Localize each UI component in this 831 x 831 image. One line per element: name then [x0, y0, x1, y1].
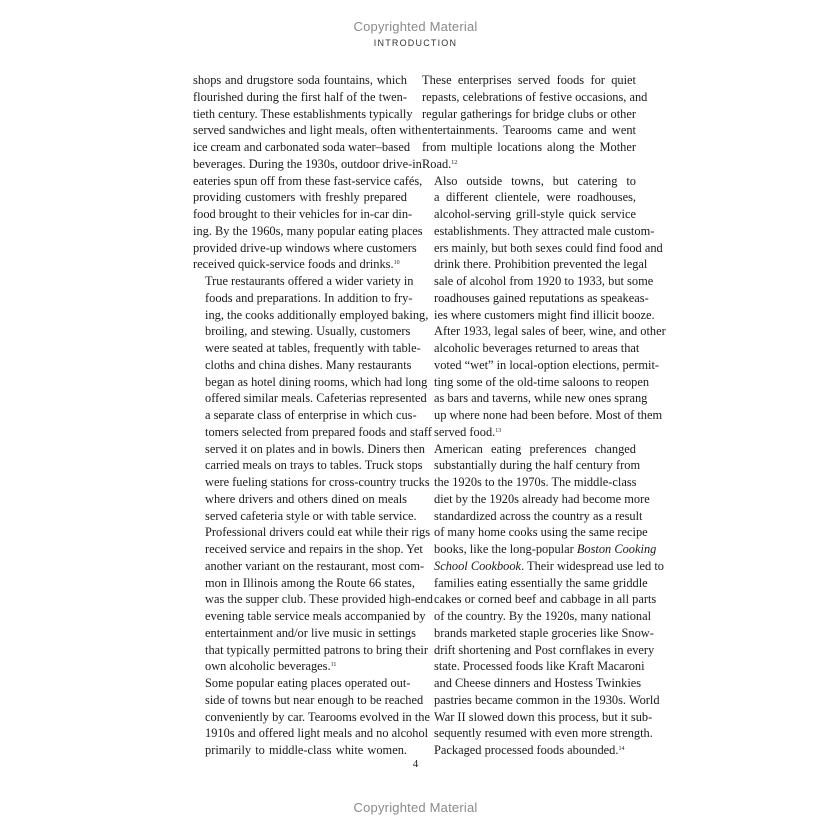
text-line: Some popular eating places operated out- — [205, 676, 411, 690]
text-line: that typically permitted patrons to bring their — [205, 642, 428, 657]
text-line: served sandwiches and light meals, often with — [193, 123, 422, 138]
paragraph — [422, 72, 648, 173]
text-line: entertainment and/or live music in settings — [205, 625, 416, 640]
paragraph — [193, 675, 430, 759]
text-line: cloths and china dishes. Many restaurants — [205, 357, 412, 372]
text-line: state. Processed foods like Kraft Macaroni — [434, 659, 645, 674]
text-line: brands marketed staple groceries like Snow- — [434, 625, 654, 640]
text-line: voted “wet” in local-option elections, permit- — [434, 357, 660, 372]
text-line: food brought to their vehicles for in-car din- — [193, 207, 413, 221]
text-line: broiling, and stewing. Usually, customers — [205, 324, 411, 339]
text-line: substantially during the half century from — [434, 458, 641, 473]
text-line: a different clientele, were roadhouses, — [434, 190, 636, 205]
text-line: American eating preferences changed — [434, 441, 636, 456]
text-line: families eating essentially the same griddle — [434, 575, 648, 590]
text-line: evening table service meals accompanied by — [205, 609, 426, 623]
text-line: were seated at tables, frequently with table- — [205, 341, 421, 355]
text-line: diet by the 1920s already had become more — [434, 491, 650, 506]
text-line: offered similar meals. Cafeterias represented — [205, 391, 427, 406]
text-line: were fueling stations for cross-country trucks — [205, 475, 430, 489]
text-line: mon in Illinois among the Route 66 states, — [205, 575, 415, 590]
footnote-marker[interactable]: 14 — [618, 746, 625, 752]
text-line: cakes or corned beef and cabbage in all parts — [434, 592, 657, 607]
text-line: repasts, celebrations of festive occasions, and — [422, 89, 648, 104]
text-line: These enterprises served foods for quiet — [422, 73, 636, 87]
text-line: alcoholic beverages returned to areas that — [434, 341, 640, 355]
text-line: regular gatherings for bridge clubs or other — [422, 106, 636, 121]
text-line: a separate class of enterprise in which cus- — [205, 408, 417, 422]
text-line: ing. By the 1960s, many popular eating places — [193, 223, 423, 238]
text-line: up where none had been before. Most of them — [434, 408, 663, 422]
copyright-watermark-top: Copyrighted Material — [353, 19, 478, 34]
text-line: War II slowed down this process, but it sub- — [434, 709, 653, 724]
paragraph — [193, 72, 423, 273]
text-line: the 1920s to the 1970s. The middle-class — [434, 475, 637, 489]
text-line: ing, the cooks additionally employed baking, — [205, 307, 429, 322]
text-line: shops and drugstore soda fountains, which — [193, 73, 407, 87]
text-line: received service and repairs in the shop. Yet — [205, 542, 423, 556]
text-line: served cafeteria style or with table service. — [205, 508, 417, 523]
text-line: sale of alcohol from 1920 to 1933, but some — [434, 274, 654, 288]
copyright-watermark-bottom: Copyrighted Material — [353, 800, 478, 815]
paragraph — [422, 441, 664, 759]
text-column-right — [422, 72, 666, 759]
text-line: True restaurants offered a wider variety in — [205, 274, 414, 288]
text-line: conveniently by car. Tearooms evolved in the — [205, 709, 430, 724]
paragraph — [422, 173, 666, 441]
text-line: and Cheese dinners and Hostess Twinkies — [434, 676, 642, 690]
text-line: began as hotel dining rooms, which had long — [205, 374, 428, 389]
text-line: sequently resumed with even more strength. — [434, 726, 653, 741]
text-line: served food.$^{13}$ — [434, 424, 502, 439]
text-line: After 1933, legal sales of beer, wine, and other — [434, 324, 666, 339]
footnote-marker[interactable]: 11 — [330, 662, 337, 669]
text-line: entertainments. Tearooms came and went — [422, 123, 636, 138]
text-line: ers mainly, but both sexes could find food and — [434, 240, 663, 255]
text-line: standardized across the country as a result — [434, 508, 643, 523]
text-line: primarily to middle-class white women. — [205, 743, 407, 757]
text-line: Packaged processed foods abounded.$^{14}$ — [434, 743, 625, 757]
text-line: flourished during the first half of the twen- — [193, 89, 407, 104]
text-line: School Cookbook. Their widespread use led to — [434, 558, 664, 573]
text-line: pastries became common in the 1930s. World — [434, 692, 660, 707]
text-line: was the supper club. These provided high-end — [205, 592, 433, 607]
text-line: alcohol-serving grill-style quick service — [434, 207, 636, 221]
text-line: another variant on the restaurant, most com- — [205, 558, 425, 573]
text-line: drink there. Prohibition prevented the legal — [434, 257, 648, 272]
text-line: from multiple locations along the Mother — [422, 140, 636, 154]
text-line: tomers selected from prepared foods and staff — [205, 424, 432, 439]
text-line: foods and preparations. In addition to fry- — [205, 290, 413, 305]
text-line: tieth century. These establishments typically — [193, 106, 413, 121]
paragraph — [193, 273, 433, 675]
text-line: where drivers and others dined on meals — [205, 491, 407, 506]
running-head: INTRODUCTION — [373, 38, 458, 48]
italic-title: Boston Cooking — [576, 542, 657, 556]
text-line: establishments. They attracted male custom- — [434, 223, 655, 238]
text-line: beverages. During the 1930s, outdoor drive-in — [193, 156, 422, 171]
text-line: received quick-service foods and drinks.$^{10}$ — [193, 257, 400, 272]
footnote-marker[interactable]: 13 — [495, 427, 502, 434]
text-line: Professional drivers could eat while their rigs — [205, 525, 431, 540]
text-line: served it on plates and in bowls. Diners then — [205, 441, 425, 456]
text-line: ies where customers might find illicit booze. — [434, 307, 655, 322]
text-line: Also outside towns, but catering to — [434, 173, 636, 188]
text-line: ting some of the old-time saloons to reopen — [434, 374, 650, 389]
text-line: providing customers with freshly prepared — [193, 190, 407, 205]
italic-title: School Cookbook — [434, 558, 522, 573]
text-column-left — [193, 72, 433, 759]
text-line: eateries spun off from these fast-service cafés, — [193, 173, 423, 188]
text-line: own alcoholic beverages.$^{11}$ — [205, 659, 337, 674]
text-line: ice cream and carbonated soda water–based — [193, 140, 411, 154]
text-line: carried meals on trays to tables. Truck stops — [205, 458, 423, 473]
text-line: drift shortening and Post cornflakes in every — [434, 642, 655, 657]
text-line: of many home cooks using the same recipe — [434, 525, 648, 540]
text-line: Road.$^{12}$ — [422, 156, 458, 171]
footnote-marker[interactable]: 10 — [393, 260, 400, 267]
page-number: 4 — [412, 758, 419, 770]
text-line: provided drive-up windows where customers — [193, 240, 417, 255]
text-line: books, like the long-popular Boston Cooking — [434, 542, 657, 556]
text-line: as bars and taverns, while new ones sprang — [434, 391, 648, 406]
text-line: 1910s and offered light meals and no alcohol — [205, 726, 429, 741]
text-line: roadhouses gained reputations as speakeas- — [434, 290, 649, 305]
text-line: side of towns but near enough to be reached — [205, 692, 424, 707]
footnote-marker[interactable]: 12 — [451, 159, 458, 166]
text-line: of the country. By the 1920s, many national — [434, 609, 652, 623]
